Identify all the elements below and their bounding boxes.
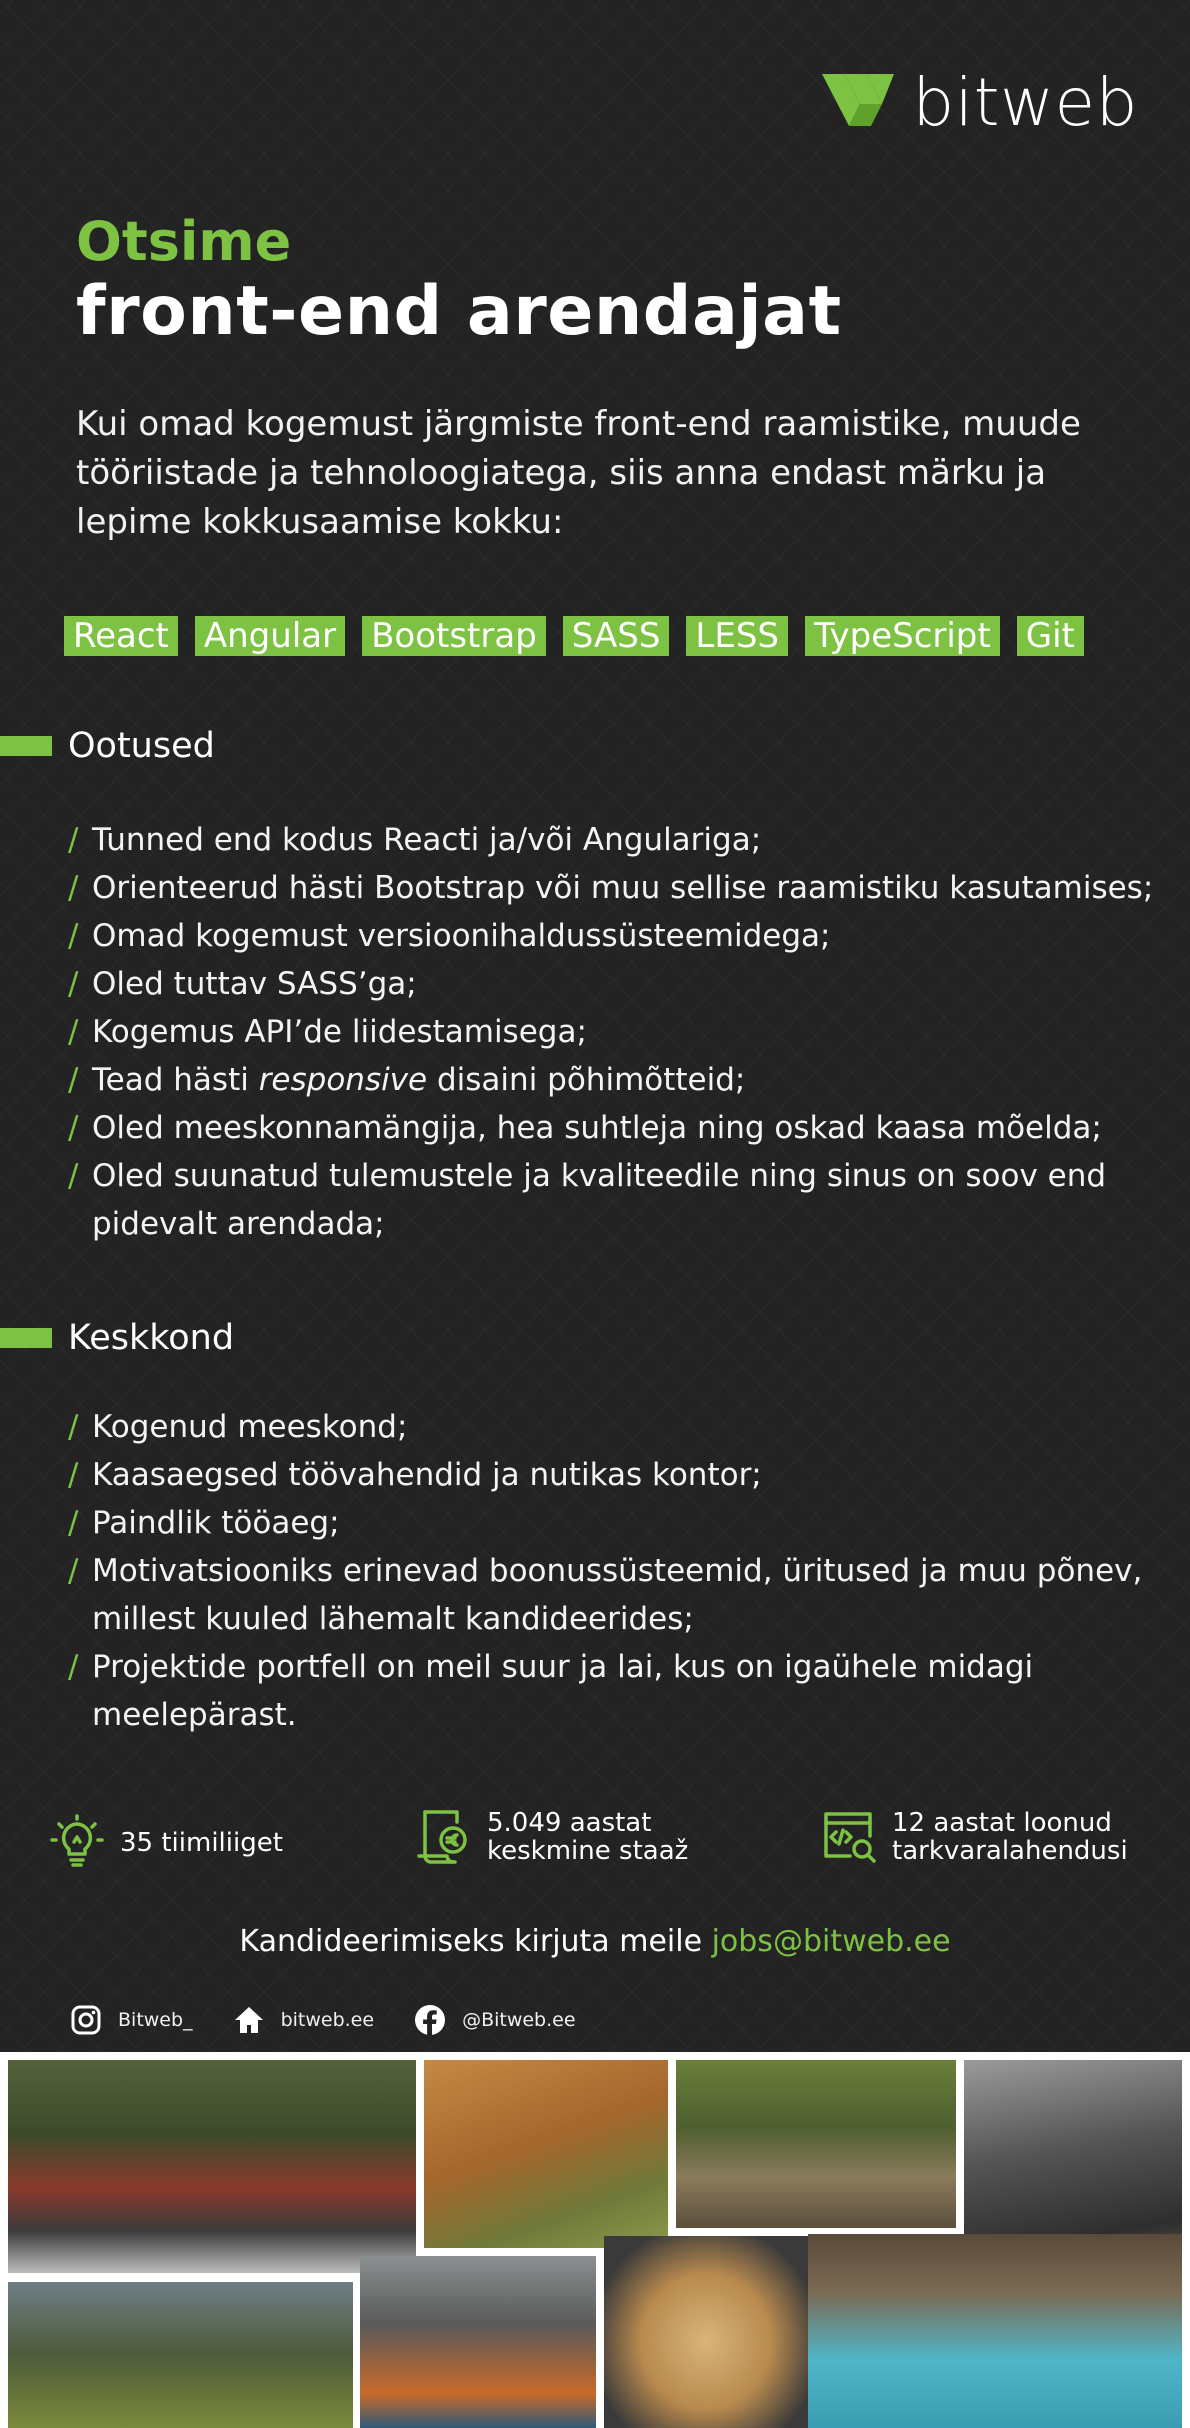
home-icon	[233, 2004, 265, 2036]
document-money-icon	[415, 1808, 473, 1866]
photo-nerf-gun	[360, 2256, 596, 2428]
stat-years-line2: tarkvaralahendusi	[892, 1836, 1128, 1866]
stat-tenure	[415, 1808, 688, 1866]
photo-pool-party	[808, 2234, 1182, 2428]
company-stats	[0, 1808, 1190, 1878]
list-item: / Kogenud meeskond;	[68, 1409, 408, 1445]
website-url: bitweb.ee	[280, 2009, 375, 2031]
instagram-icon	[70, 2004, 102, 2036]
list-item: / Kogemus API’de liidestamisega;	[68, 1014, 587, 1050]
stat-years-line1: 12 aastat loonud	[892, 1808, 1112, 1838]
logo-text: bitweb	[912, 64, 1138, 141]
tag-typescript: TypeScript	[805, 616, 1000, 656]
photo-rafting-team	[8, 2060, 416, 2273]
list-item: / Oled meeskonnamängija, hea suhtleja ning oskad kaasa mõelda;	[68, 1110, 1102, 1146]
stat-tenure-line2: keskmine staaž	[487, 1836, 689, 1866]
keskkond-list	[68, 1403, 1168, 1739]
list-item: / Orienteerud hästi Bootstrap või muu sellise raamistiku kasutamises;	[68, 870, 1154, 906]
list-item: / Oled suunatud tulemustele ja kvaliteedile ning sinus on soov end pidevalt arendada;	[68, 1158, 1107, 1242]
tag-git: Git	[1017, 616, 1084, 656]
bitweb-mark-icon	[822, 74, 894, 132]
section-accent-bar	[0, 1328, 52, 1348]
list-item: / Tead hästi responsive disaini põhimõtteid;	[68, 1062, 746, 1098]
photo-collage	[0, 2052, 1190, 2428]
social-links	[70, 2004, 616, 2036]
eyebrow-text: Otsime	[76, 210, 292, 273]
stat-tenure-line1: 5.049 aastat	[487, 1808, 652, 1838]
photo-office-dog	[604, 2236, 808, 2428]
facebook-icon	[414, 2004, 446, 2036]
photo-kayaking	[676, 2060, 956, 2228]
code-window-search-icon	[820, 1808, 878, 1866]
photo-office-lounge	[8, 2282, 353, 2428]
section-accent-bar	[0, 736, 52, 756]
list-item: / Oled tuttav SASS’ga;	[68, 966, 417, 1002]
stat-years	[820, 1808, 1128, 1866]
tag-bootstrap: Bootstrap	[362, 616, 546, 656]
facebook-link[interactable]	[414, 2004, 575, 2036]
bitweb-logo[interactable]	[822, 64, 1138, 141]
tag-angular: Angular	[195, 616, 345, 656]
list-item: / Projektide portfell on meil suur ja lai, kus on igaühele midagi meelepärast.	[68, 1649, 1034, 1733]
facebook-handle: @Bitweb.ee	[462, 2009, 576, 2031]
section-title: Ootused	[68, 726, 215, 766]
ootused-list	[68, 816, 1168, 1248]
tag-less: LESS	[686, 616, 788, 656]
list-item: / Omad kogemust versioonihaldussüsteemidega;	[68, 918, 831, 954]
instagram-link[interactable]	[70, 2004, 193, 2036]
email-link[interactable]: jobs@bitweb.ee	[711, 1924, 951, 1959]
website-link[interactable]	[233, 2004, 375, 2036]
tag-sass: SASS	[563, 616, 670, 656]
stat-team-text: 35 tiimiliiget	[120, 1828, 283, 1858]
photo-frisbee	[424, 2060, 668, 2248]
section-title: Keskkond	[68, 1318, 235, 1358]
page-title: front-end arendajat	[76, 272, 842, 351]
section-keskkond-heading	[0, 1318, 234, 1358]
tech-tags	[64, 616, 1084, 656]
contact-line	[0, 1924, 1190, 1959]
intro-paragraph: Kui omad kogemust järgmiste front-end raamistike, muude tööriistade ja tehnoloogiatega, siis anna endast märku ja lepime kokkusaamise kokku:	[76, 404, 1081, 542]
list-item: / Motivatsiooniks erinevad boonussüsteemid, üritused ja muu põnev, millest kuuled lähemalt kandideerides;	[68, 1553, 1143, 1637]
lightbulb-icon	[48, 1814, 106, 1872]
list-item: / Kaasaegsed töövahendid ja nutikas kontor;	[68, 1457, 762, 1493]
instagram-handle: Bitweb_	[118, 2009, 193, 2031]
tag-react: React	[64, 616, 178, 656]
section-ootused-heading	[0, 726, 215, 766]
contact-prefix: Kandideerimiseks kirjuta meile	[239, 1924, 712, 1959]
list-item: / Paindlik tööaeg;	[68, 1505, 340, 1541]
list-item: / Tunned end kodus Reacti ja/või Angulariga;	[68, 822, 762, 858]
stat-team	[48, 1814, 283, 1872]
